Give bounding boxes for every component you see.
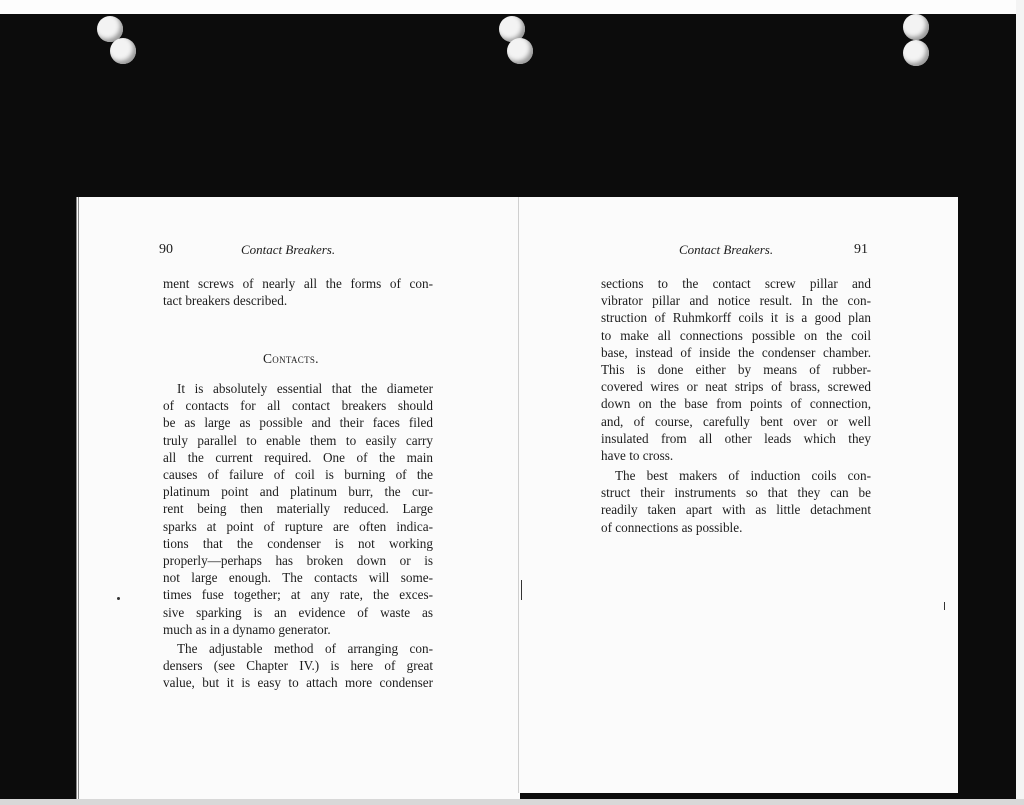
text-line: The adjustable method of arranging con-: [177, 641, 433, 656]
intro-text: [163, 275, 433, 309]
paragraph: [601, 467, 871, 536]
scan-right-edge: [1016, 0, 1024, 805]
binder-hole-center-lower: [507, 38, 533, 64]
section-title: Contacts.: [263, 351, 319, 366]
text-line: densers (see Chapter IV.) is here of great: [163, 658, 433, 674]
text-line: readily taken apart with as little detachment: [601, 502, 871, 518]
running-head: Contact Breakers.: [241, 242, 336, 257]
text-line: tions that the condenser is not working: [163, 535, 433, 551]
binder-hole-left-lower: [110, 38, 136, 64]
binder-hole-right-lower: [903, 40, 929, 66]
text-line: value, but it is easy to attach more condenser: [163, 675, 433, 691]
scan-speck: [521, 580, 522, 600]
text-line: down on the base from points of connection,: [601, 396, 871, 412]
text-line: sparks at point of rupture are often indica-: [163, 518, 433, 534]
paragraph: [163, 640, 433, 692]
page-number: 90: [159, 242, 173, 257]
scan-bottom-edge: [0, 799, 1024, 805]
text-line: struct their instruments so that they can be: [601, 485, 871, 501]
text-line: The best makers of induction coils con-: [615, 468, 871, 483]
text-line: times fuse together; at any rate, the exces-: [163, 587, 433, 603]
text-line: causes of failure of coil is burning of the: [163, 467, 433, 483]
text-line: much as in a dynamo generator.: [163, 621, 331, 637]
paragraph: [601, 275, 871, 464]
text-line: It is absolutely essential that the diameter: [177, 381, 433, 396]
text-line: ment screws of nearly all the forms of con-: [163, 276, 433, 291]
text-line: sections to the contact screw pillar and: [601, 276, 871, 291]
text-line: vibrator pillar and notice result. In the con-: [601, 293, 871, 309]
left-page: [76, 197, 520, 799]
paragraph: [163, 380, 433, 638]
text-line: truly parallel to enable them to easily carry: [163, 432, 433, 448]
text-line: have to cross.: [601, 448, 674, 464]
scan-top-edge: [0, 0, 1024, 14]
binder-hole-right: [903, 14, 929, 40]
text-line: of contacts for all contact breakers should: [163, 398, 433, 414]
text-line: and, of course, carefully bent over or well: [601, 413, 871, 429]
text-line: to make all connections possible on the coil: [601, 327, 871, 343]
text-line: sive sparking is an evidence of waste as: [163, 604, 433, 620]
text-line: not large enough. The contacts will some-: [163, 570, 433, 586]
text-line: tact breakers described.: [163, 293, 288, 309]
scan-speck: [944, 602, 945, 610]
text-line: platinum point and platinum burr, the cur-: [163, 484, 433, 500]
text-line: all the current required. One of the main: [163, 449, 433, 465]
text-line: struction of Ruhmkorff coils it is a good plan: [601, 310, 871, 326]
text-line: rent being then materially reduced. Large: [163, 501, 433, 517]
text-line: be as large as possible and their faces filed: [163, 415, 433, 431]
text-line: This is done either by means of rubber-: [601, 362, 871, 378]
running-head: Contact Breakers.: [679, 242, 774, 257]
text-line: properly—perhaps has broken down or is: [163, 553, 433, 569]
scan-speck: [117, 597, 120, 600]
text-line: of connections as possible.: [601, 519, 743, 535]
page-number: 91: [854, 242, 868, 257]
text-line: covered wires or neat strips of brass, screwed: [601, 379, 871, 395]
right-page: [518, 197, 958, 793]
text-line: base, instead of inside the condenser chamber.: [601, 344, 871, 360]
text-line: insulated from all other leads which they: [601, 430, 871, 446]
